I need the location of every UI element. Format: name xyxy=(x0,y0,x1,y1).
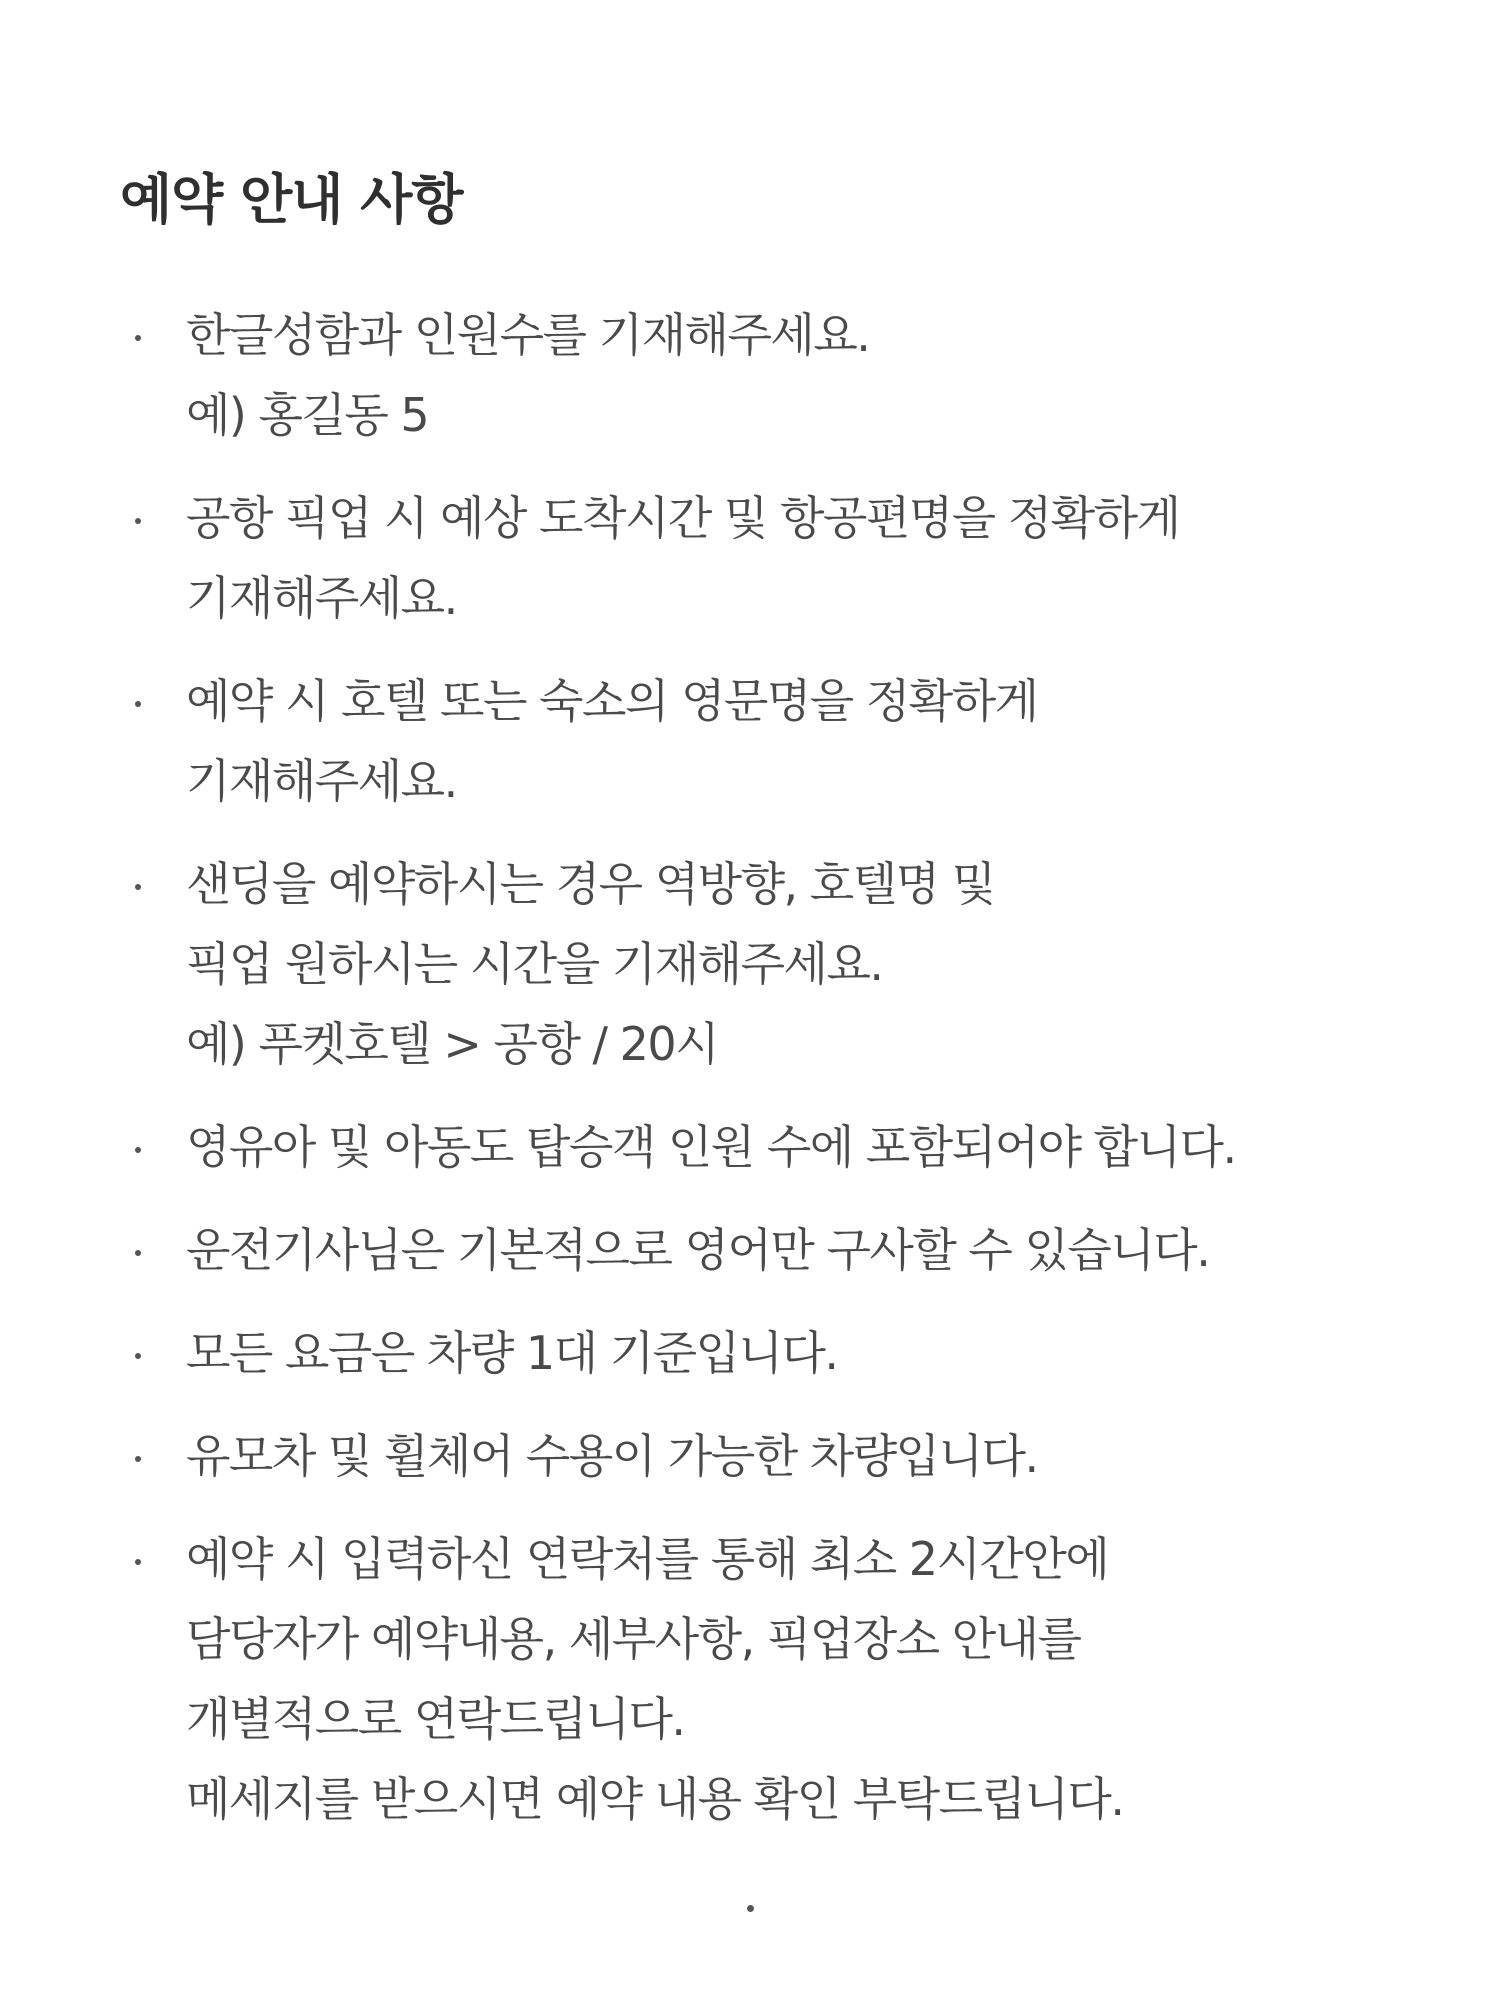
notice-line: 기재해주세요. xyxy=(186,571,457,625)
notice-line: 메세지를 받으시면 예약 내용 확인 부탁드립니다. xyxy=(186,1772,1124,1826)
notice-line: 유모차 및 휠체어 수용이 가능한 차량입니다. xyxy=(186,1429,1038,1483)
bullet-icon xyxy=(135,1147,141,1153)
bullet-icon xyxy=(135,701,141,707)
notice-line: 샌딩을 예약하시는 경우 역방향, 호텔명 및 xyxy=(186,857,995,911)
notice-line: 예약 시 입력하신 연락처를 통해 최소 2시간안에 xyxy=(186,1532,1109,1586)
notice-line: 공항 픽업 시 예상 도착시간 및 항공편명을 정확하게 xyxy=(186,491,1180,545)
notice-line: 담당자가 예약내용, 세부사항, 픽업장소 안내를 xyxy=(186,1612,1081,1666)
notice-line: 개별적으로 연락드립니다. xyxy=(186,1692,685,1746)
notice-item-hotel-name xyxy=(0,661,1500,821)
notice-list xyxy=(0,295,1500,1862)
notice-line: 예약 시 호텔 또는 숙소의 영문명을 정확하게 xyxy=(186,674,1038,728)
bullet-icon xyxy=(135,884,141,890)
end-dot-icon xyxy=(747,1905,754,1912)
notice-line: 픽업 원하시는 시간을 기재해주세요. xyxy=(186,937,883,991)
bullet-icon xyxy=(135,1559,141,1565)
notice-item-name-count xyxy=(0,295,1500,455)
notice-item-contact xyxy=(0,1519,1500,1839)
bullet-icon xyxy=(135,518,141,524)
bullet-icon xyxy=(135,1250,141,1256)
notice-item-stroller-wheelchair xyxy=(0,1416,1500,1496)
notice-item-fare-basis xyxy=(0,1313,1500,1393)
notice-line: 예) 푸켓호텔 > 공항 / 20시 xyxy=(186,1017,719,1071)
notice-line: 운전기사님은 기본적으로 영어만 구사할 수 있습니다. xyxy=(186,1223,1210,1277)
notice-item-children xyxy=(0,1107,1500,1187)
notice-line: 영유아 및 아동도 탑승객 인원 수에 포함되어야 합니다. xyxy=(186,1120,1236,1174)
notice-line: 한글성함과 인원수를 기재해주세요. xyxy=(186,308,870,362)
notice-item-driver-language xyxy=(0,1210,1500,1290)
notice-line: 예) 홍길동 5 xyxy=(186,388,429,442)
notice-line: 기재해주세요. xyxy=(186,754,457,808)
notice-item-airport-pickup xyxy=(0,478,1500,638)
bullet-icon xyxy=(135,1456,141,1462)
bullet-icon xyxy=(135,1353,141,1359)
bullet-icon xyxy=(135,335,141,341)
page-title: 예약 안내 사항 xyxy=(120,168,463,231)
notice-item-sending xyxy=(0,844,1500,1084)
notice-line: 모든 요금은 차량 1대 기준입니다. xyxy=(186,1326,838,1380)
